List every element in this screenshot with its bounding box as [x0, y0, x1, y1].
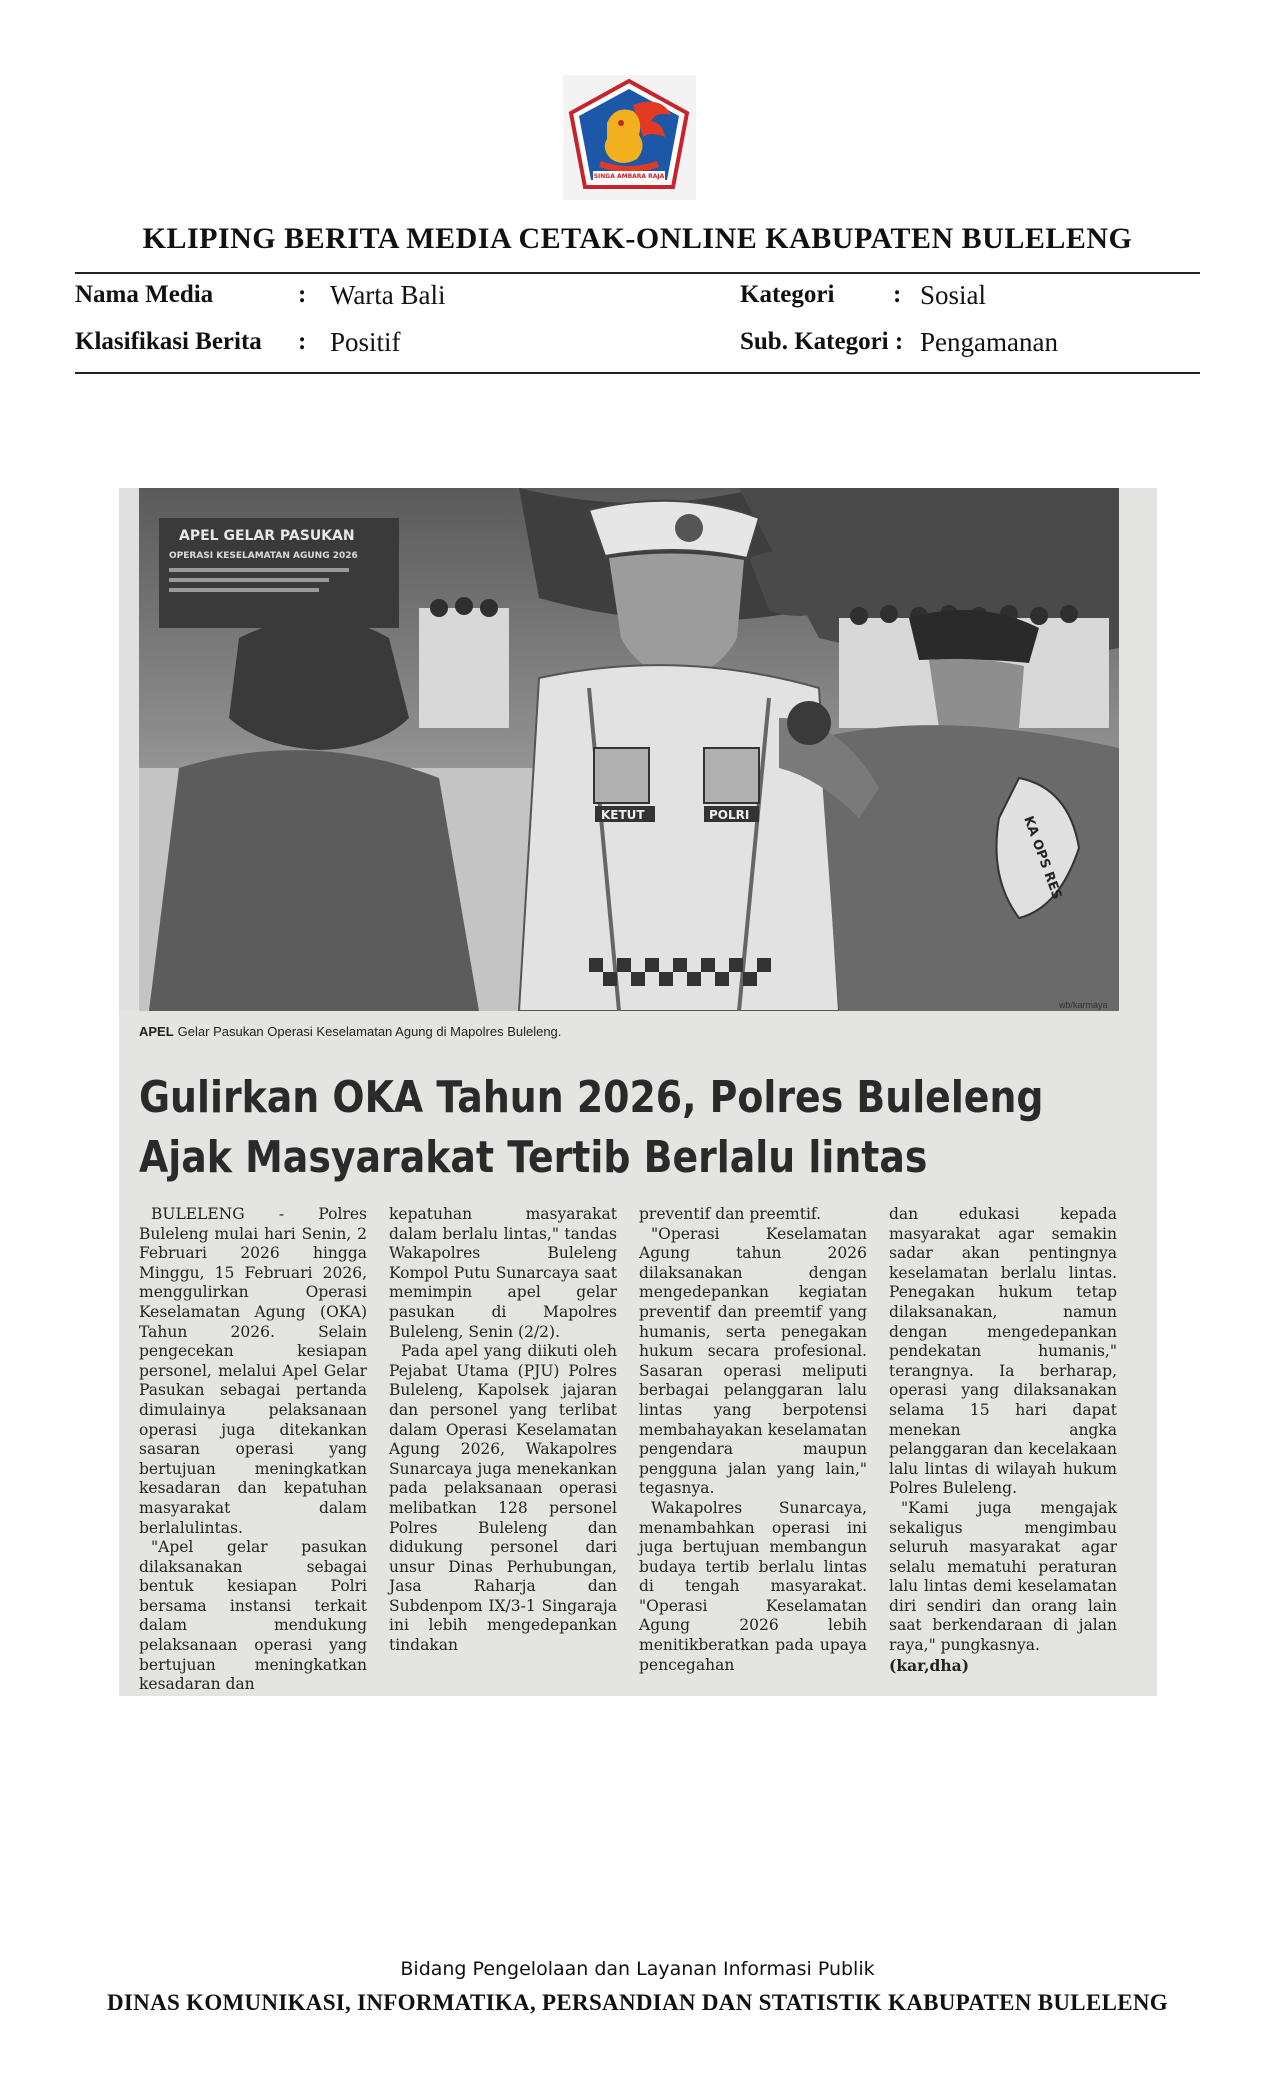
name-tag: KETUT — [601, 808, 645, 822]
article-column-2 — [389, 1205, 617, 1656]
logo-motto: SINGA AMBARA RAJA — [593, 173, 665, 180]
klasifikasi-value: Positif — [330, 327, 401, 357]
nama-media-colon: : — [298, 281, 307, 308]
footer-division: Bidang Pengelolaan dan Layanan Informasi Publik — [400, 1958, 875, 1980]
col1-paragraph-2: "Apel gelar pasukan dilaksanakan sebagai bentuk kesiapan Polri bersama instansi terkait dalam mendukung pelaksanaan operasi yang bertujuan meningkatkan kesadaran dan — [139, 1538, 367, 1694]
nama-media-label: Nama Media — [75, 281, 214, 308]
kategori-label: Kategori — [740, 281, 835, 308]
buleleng-regency-logo — [563, 75, 696, 200]
document-title: KLIPING BERITA MEDIA CETAK-ONLINE KABUPATEN BULELENG — [142, 222, 1133, 255]
col1-paragraph-1: BULELENG - Polres Buleleng mulai hari Senin, 2 Februari 2026 hingga Minggu, 15 Februari 2026, menggulirkan Operasi Keselamatan Agung (OKA) Tahun 2026. Selain pengecekan kesiapan personel, melalui Apel Gelar Pasukan sebagai pertanda dimulainya pelaksanaan operasi juga ditekankan sasaran operasi yang bertujuan meningkatkan kesadaran dan kepatuhan masyarakat dalam berlalulintas. — [139, 1205, 367, 1537]
col3-paragraph-2: "Operasi Keselamatan Agung tahun 2026 dilaksanakan dengan mengedepankan kegiatan preventif dan preemtif yang humanis, serta penegakan hukum secara profesional. Sasaran operasi meliputi berbagai pelanggaran lalu lintas yang berpotensi membahayakan keselamatan pengendara maupun pengguna jalan yang lain," tegasnya. — [639, 1224, 867, 1498]
polri-tag: POLRI — [709, 808, 750, 822]
article-column-3 — [639, 1205, 867, 1675]
caption-text: Gelar Pasukan Operasi Keselamatan Agung di Mapolres Buleleng. — [177, 1024, 562, 1039]
caption-lead: APEL — [139, 1024, 174, 1039]
kategori-value: Sosial — [920, 280, 987, 310]
klasifikasi-label: Klasifikasi Berita — [75, 328, 262, 355]
col4-signature: (kar,dha) — [889, 1655, 970, 1675]
headline-line-1: Gulirkan OKA Tahun 2026, Polres Buleleng — [139, 1072, 1044, 1123]
col3-paragraph-3: Wakapolres Sunarcaya, menambahkan operasi ini juga bertujuan membangun budaya tertib berlalu lintas di tengah masyarakat. "Operasi Keselamatan Agung 2026 lebih menitikberatkan pada upaya pencegahan — [639, 1498, 867, 1674]
col4-paragraph-2: "Kami juga mengajak sekaligus mengimbau seluruh masyarakat agar selalu mematuhi peraturan lalu lintas demi keselamatan diri sendiri dan orang lain saat berkendaraan di jalan raya," pungkasnya. — [889, 1498, 1117, 1655]
banner-text-1: APEL GELAR PASUKAN — [179, 528, 355, 544]
photo-caption — [139, 1024, 561, 1039]
kategori-colon: : — [893, 281, 902, 308]
article-body — [139, 1205, 1139, 1694]
article-headline — [139, 1068, 1044, 1188]
banner-text-2: OPERASI KESELAMATAN AGUNG 2026 — [169, 551, 358, 561]
header-top-rule — [75, 272, 1200, 274]
col2-paragraph-1: kepatuhan masyarakat dalam berlalu lintas," tandas Wakapolres Buleleng Kompol Putu Sunarcaya saat memimpin apel gelar pasukan di Mapolres Buleleng, Senin (2/2). — [389, 1205, 617, 1341]
footer-agency: DINAS KOMUNIKASI, INFORMATIKA, PERSANDIAN DAN STATISTIK KABUPATEN BULELENG — [107, 1990, 1168, 2015]
headline-line-2: Ajak Masyarakat Tertib Berlalu lintas — [139, 1132, 928, 1183]
col4-paragraph-1: dan edukasi kepada masyarakat agar semakin sadar akan pentingnya keselamatan berlalu lintas. Penegakan hukum tetap dilaksanakan, namun dengan mengedepankan pendekatan humanis," terangnya. Ia berharap, operasi yang dilaksanakan selama 15 hari dapat menekan angka pelanggaran dan kecelakaan lalu lintas di wilayah hukum Polres Buleleng. — [889, 1205, 1117, 1498]
article-column-4 — [889, 1205, 1117, 1675]
newspaper-clipping — [119, 488, 1157, 1696]
article-column-1 — [139, 1205, 367, 1695]
col3-paragraph-1: preventif dan preemtif. — [639, 1205, 822, 1223]
armband-text: KA OPS RES — [1020, 814, 1065, 902]
sub-kategori-label: Sub. Kategori : — [740, 328, 904, 355]
header-bottom-rule — [75, 372, 1200, 374]
klasifikasi-colon: : — [298, 328, 307, 355]
col2-paragraph-2: Pada apel yang diikuti oleh Pejabat Utama (PJU) Polres Buleleng, Kapolsek jajaran dan personel yang terlibat dalam Operasi Keselamatan Agung 2026, Wakapolres Sunarcaya juga menekankan pada pelaksanaan operasi melibatkan 128 personel Polres Buleleng dan didukung personel dari unsur Dinas Perhubungan, Jasa Raharja dan Subdenpom IX/3-1 Singaraja ini lebih mengedepankan tindakan — [389, 1342, 617, 1655]
nama-media-value: Warta Bali — [330, 280, 446, 310]
photo-credit: wb/karmaya — [1059, 1000, 1108, 1010]
news-photo — [119, 488, 1119, 1011]
sub-kategori-value: Pengamanan — [920, 327, 1058, 357]
